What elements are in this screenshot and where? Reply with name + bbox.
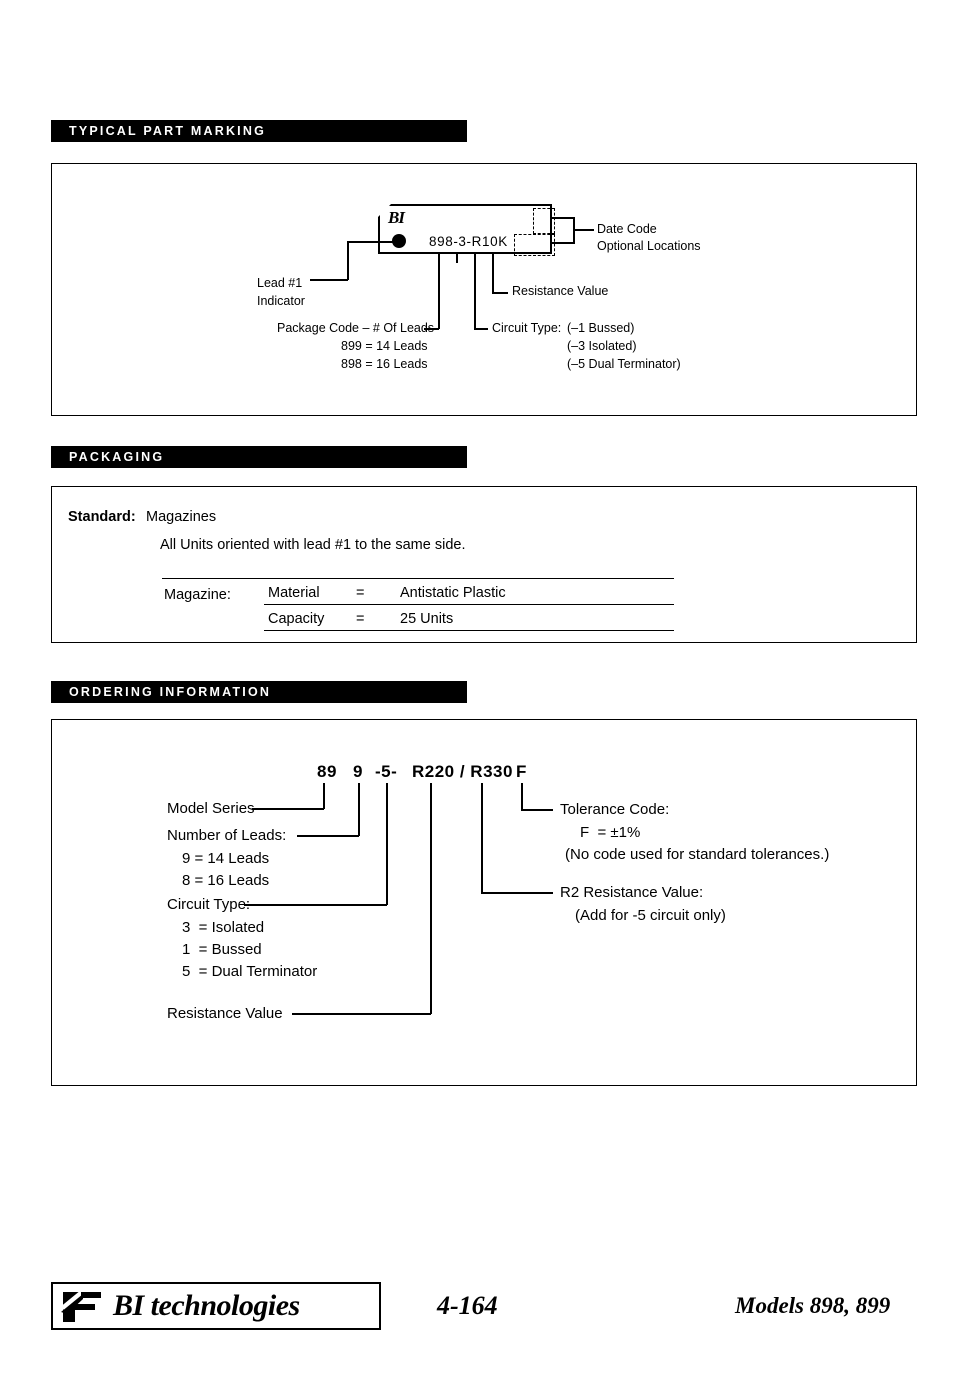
footer-logo	[51, 1282, 381, 1330]
section-title-ordering: ORDERING INFORMATION	[69, 685, 272, 699]
table-rule-top	[162, 578, 674, 579]
callout-line-circuit-v	[474, 263, 476, 329]
label-model-series: Model Series	[167, 800, 255, 817]
label-number-of-leads: Number of Leads:	[167, 827, 287, 844]
pin-4	[492, 254, 494, 263]
callout-line-date-code	[573, 229, 594, 231]
leader-model-series-h	[252, 808, 324, 810]
table-rule-mid	[264, 604, 674, 605]
callout-circuit-opt-3: (–5 Dual Terminator)	[567, 357, 681, 371]
callout-line-package-v	[438, 263, 440, 329]
callout-circuit-opt-2: (–3 Isolated)	[567, 339, 637, 353]
order-code-number-of-leads: 9	[353, 762, 363, 781]
packaging-magazine-label: Magazine:	[164, 587, 231, 603]
leader-resistance-v	[430, 783, 432, 1014]
leader-resistance-h	[292, 1013, 431, 1015]
order-code-resistance: R220 / R330	[412, 762, 513, 781]
label-circuit-option-2: 1 = Bussed	[182, 941, 262, 958]
footer-models: Models 898, 899	[735, 1293, 891, 1318]
order-code-model-series: 89	[317, 762, 337, 781]
leader-model-series-v	[323, 783, 325, 809]
packaging-standard-note: All Units oriented with lead #1 to the same side.	[160, 537, 466, 553]
label-r2-note: (Add for -5 circuit only)	[575, 907, 726, 924]
packaging-standard-label: Standard:	[68, 509, 136, 525]
lead-right-bottom	[552, 242, 574, 244]
order-code-circuit-type: -5-	[375, 762, 398, 781]
leader-r2-h	[481, 892, 553, 894]
leader-tolerance-v	[521, 783, 523, 810]
packaging-box	[51, 486, 917, 643]
label-tolerance-code: Tolerance Code:	[560, 801, 670, 818]
label-resistance-value: Resistance Value	[167, 1005, 283, 1022]
date-code-box-upper	[533, 208, 555, 234]
bi-logo-icon: BI	[388, 208, 404, 227]
table-rule-bottom	[264, 630, 674, 631]
footer-brand-text: BI technologies	[113, 1289, 300, 1322]
packaging-row-0-property: Material	[268, 585, 320, 601]
callout-line-lead1-v	[347, 241, 349, 280]
order-code-tolerance: F	[516, 762, 527, 781]
label-tolerance-note: (No code used for standard tolerances.)	[565, 846, 830, 863]
callout-date-code-line2: Optional Locations	[597, 239, 701, 253]
section-title-packaging: PACKAGING	[69, 450, 165, 464]
part-marking-box	[51, 163, 917, 416]
packaging-row-1-value: 25 Units	[400, 611, 454, 627]
packaging-row-0-value: Antistatic Plastic	[400, 585, 506, 601]
leader-leads-v	[358, 783, 360, 836]
section-header-part-marking	[51, 120, 467, 142]
leader-circuit-v	[386, 783, 388, 905]
part-code-text: 898-3-R10K	[429, 234, 508, 249]
callout-line-lead1-h2	[310, 279, 348, 281]
pin-3	[474, 254, 476, 263]
leader-tolerance-h	[521, 809, 553, 811]
label-leads-option-2: 8 = 16 Leads	[182, 872, 270, 889]
callout-line-resistance-h	[492, 292, 508, 294]
ordering-box	[51, 719, 917, 1086]
packaging-row-1-property: Capacity	[268, 611, 325, 627]
leader-leads-h	[297, 835, 359, 837]
label-leads-option-1: 9 = 14 Leads	[182, 850, 270, 867]
packaging-row-1-eq: =	[356, 611, 365, 627]
pin-2	[456, 254, 458, 263]
label-circuit-type: Circuit Type:	[167, 896, 251, 913]
callout-resistance-value: Resistance Value	[512, 284, 609, 298]
pin-1	[438, 254, 440, 263]
callout-package-line1: Package Code – # Of Leads	[277, 321, 435, 335]
section-header-packaging	[51, 446, 467, 468]
callout-circuit-type-label: Circuit Type:	[492, 321, 562, 335]
section-header-ordering	[51, 681, 467, 703]
callout-line-resistance-v	[492, 263, 494, 293]
callout-date-code-line1: Date Code	[597, 222, 657, 236]
callout-package-line2: 899 = 14 Leads	[341, 339, 428, 353]
label-circuit-option-3: 5 = Dual Terminator	[182, 963, 318, 980]
packaging-standard-value: Magazines	[146, 509, 217, 525]
callout-package-line3: 898 = 16 Leads	[341, 357, 428, 371]
packaging-row-0-eq: =	[356, 585, 365, 601]
footer-page-number: 4-164	[437, 1291, 498, 1320]
leader-circuit-h	[244, 904, 387, 906]
date-code-box-lower	[514, 234, 555, 256]
label-tolerance-option-1: F = ±1%	[580, 824, 641, 841]
callout-line-lead1	[347, 241, 397, 243]
lead-right-join	[573, 217, 575, 244]
section-title-part-marking: TYPICAL PART MARKING	[69, 124, 267, 138]
lead-right-top	[552, 217, 574, 219]
leader-r2-v	[481, 783, 483, 893]
label-r2-resistance: R2 Resistance Value:	[560, 884, 704, 901]
bi-technologies-mark-icon	[59, 1286, 105, 1326]
callout-circuit-opt-1: (–1 Bussed)	[567, 321, 635, 335]
callout-line-circuit-h	[474, 328, 488, 330]
callout-lead1-line1: Lead #1	[257, 276, 303, 290]
callout-lead1-line2: Indicator	[257, 294, 305, 308]
label-circuit-option-1: 3 = Isolated	[182, 919, 265, 936]
